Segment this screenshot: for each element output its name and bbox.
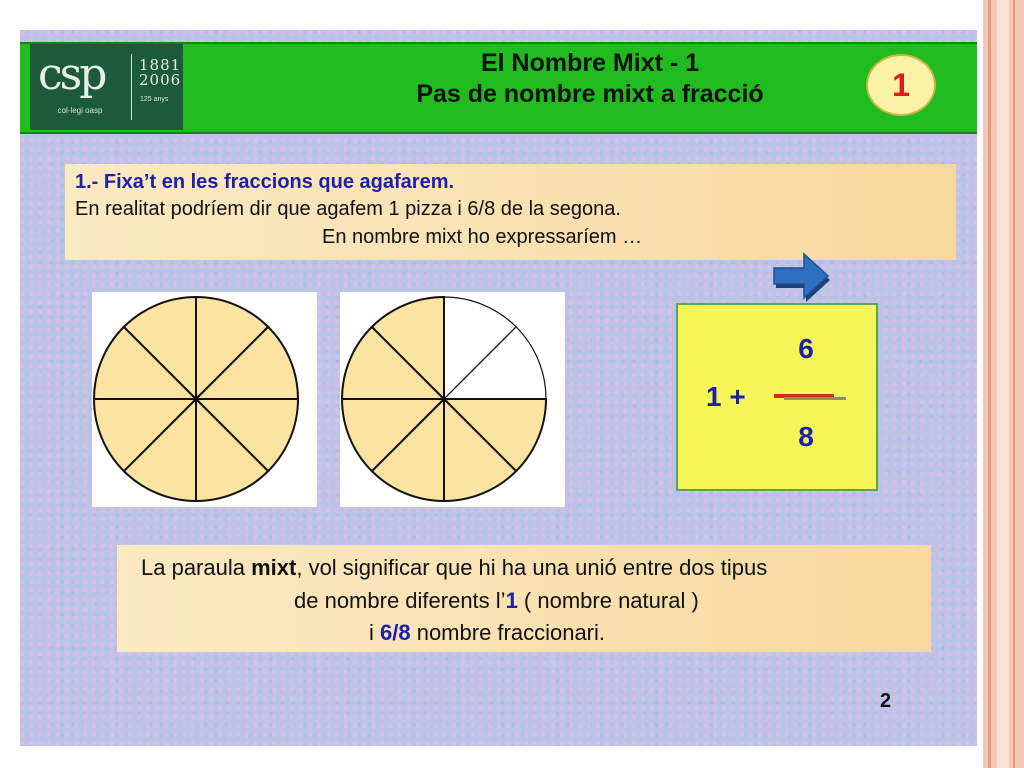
- text: de nombre diferents l’: [294, 588, 506, 613]
- logo-divider: [131, 54, 132, 120]
- logo-year-end: 2006: [139, 71, 182, 89]
- text: i: [369, 620, 380, 645]
- whole-number: 1 +: [706, 381, 746, 412]
- mixed-number-box: [676, 303, 878, 491]
- border-stripe: [1013, 0, 1015, 768]
- school-logo: [30, 44, 183, 130]
- logo-mark: csp: [38, 49, 105, 100]
- right-arrow-icon: [770, 250, 832, 302]
- text: , vol significar que hi ha una unió entre dos tipus: [296, 555, 768, 580]
- logo-subtitle: col·legi oasp: [57, 106, 103, 115]
- text: nombre fraccionari.: [410, 620, 606, 645]
- text: La paraula: [141, 555, 252, 580]
- logo-anniversary: 125 anys: [140, 96, 169, 103]
- instruction-line-2: En nombre mixt ho expressaríem …: [322, 226, 643, 248]
- title-line-1: El Nombre Mixt - 1: [480, 49, 700, 77]
- border-stripe: [997, 0, 1009, 768]
- fraction-numerator: 6: [798, 333, 814, 364]
- slide-title: [330, 48, 850, 110]
- border-stripe: [988, 0, 991, 768]
- bold-fraction: 6/8: [380, 620, 411, 645]
- logo-years: [139, 58, 181, 88]
- explanation-line-2: [294, 588, 699, 614]
- pizza-whole: [92, 292, 317, 507]
- text: ( nombre natural ): [517, 588, 699, 613]
- right-decorative-border: [983, 0, 1024, 768]
- bold-term: mixt: [251, 555, 297, 580]
- lesson-badge: 1: [866, 54, 936, 116]
- fraction-bar: [774, 393, 847, 401]
- explanation-line-1: [141, 555, 767, 581]
- instruction-heading: 1.- Fixa’t en les fraccions que agafarem.: [75, 171, 455, 193]
- instruction-box: [65, 164, 956, 260]
- instruction-line-1: En realitat podríem dir que agafem 1 pizza i 6/8 de la segona.: [75, 198, 621, 220]
- logo-year-start: 1881: [139, 56, 182, 74]
- fraction-denominator: 8: [798, 421, 814, 452]
- title-line-2: Pas de nombre mixt a fracció: [416, 80, 764, 108]
- explanation-box: [117, 545, 931, 652]
- explanation-line-3: [369, 620, 605, 646]
- pizza-partial: [340, 292, 565, 507]
- slide: [20, 30, 977, 746]
- bold-whole-number: 1: [505, 588, 518, 613]
- page-number: 2: [880, 690, 892, 712]
